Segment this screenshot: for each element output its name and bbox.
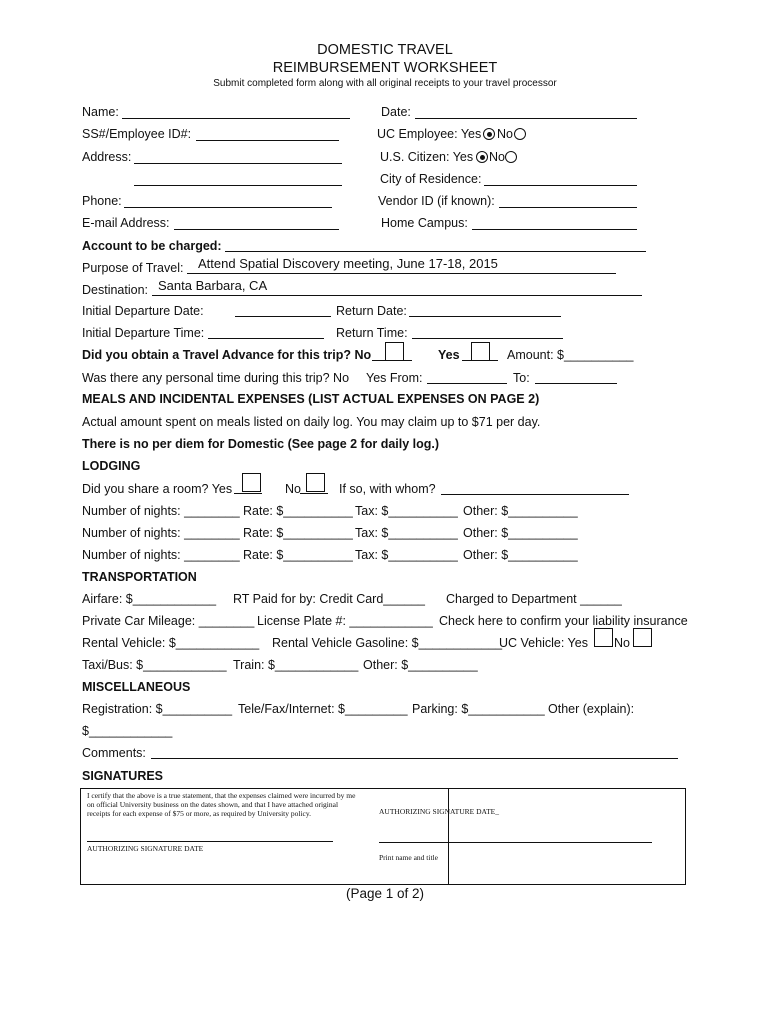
- uc-vehicle-label: UC Vehicle: Yes: [499, 636, 588, 650]
- employee-id-field[interactable]: [196, 140, 339, 141]
- airfare-field[interactable]: Airfare: $____________: [82, 592, 217, 606]
- account-field[interactable]: [225, 251, 646, 252]
- destination-label: Destination:: [82, 283, 149, 297]
- car-mileage-field[interactable]: Private Car Mileage: ________: [82, 614, 255, 628]
- advance-amount[interactable]: Amount: $__________: [507, 348, 634, 362]
- address-field-2[interactable]: [134, 185, 342, 186]
- lodging-other-3[interactable]: Other: $__________: [463, 548, 578, 562]
- name-field[interactable]: [122, 118, 350, 119]
- signatures-heading: SIGNATURES: [82, 769, 164, 783]
- yes-from-label: Yes From:: [366, 371, 423, 385]
- left-signature-line[interactable]: [87, 841, 333, 842]
- page-number: (Page 1 of 2): [345, 886, 425, 901]
- purpose-label: Purpose of Travel:: [82, 261, 184, 275]
- employee-id-label: SS#/Employee ID#:: [82, 127, 192, 141]
- date-field[interactable]: [415, 118, 637, 119]
- home-campus-field[interactable]: [472, 229, 637, 230]
- advance-no-underline: [372, 360, 412, 361]
- print-name-title-label: Print name and title: [379, 853, 438, 862]
- lodging-tax-2[interactable]: Tax: $__________: [355, 526, 458, 540]
- account-label: Account to be charged:: [82, 239, 222, 253]
- purpose-field[interactable]: [187, 273, 616, 274]
- advance-yes-label: Yes: [438, 348, 460, 362]
- signature-box: [80, 788, 686, 885]
- form-title-line-1: DOMESTIC TRAVEL: [317, 42, 453, 58]
- return-date-field[interactable]: [409, 316, 561, 317]
- uc-employee-yes-radio[interactable]: [483, 128, 495, 140]
- lodging-tax-1[interactable]: Tax: $__________: [355, 504, 458, 518]
- lodging-nights-3[interactable]: Number of nights: ________: [82, 548, 240, 562]
- name-label: Name:: [82, 105, 119, 119]
- departure-date-label: Initial Departure Date:: [82, 304, 204, 318]
- vendor-id-label: Vendor ID (if known):: [378, 194, 495, 208]
- address-field-1[interactable]: [134, 163, 342, 164]
- uc-employee-no-radio[interactable]: [514, 128, 526, 140]
- right-signature-line[interactable]: [379, 842, 652, 843]
- share-no-underline: [300, 493, 328, 494]
- liability-confirm-label[interactable]: Check here to confirm your liability insurance: [439, 614, 688, 628]
- personal-time-question: Was there any personal time during this trip? No: [82, 371, 350, 385]
- us-citizen-no-radio[interactable]: [505, 151, 517, 163]
- phone-field[interactable]: [124, 207, 332, 208]
- miscellaneous-heading: MISCELLANEOUS: [82, 680, 191, 694]
- lodging-nights-1[interactable]: Number of nights: ________: [82, 504, 240, 518]
- home-campus-label: Home Campus:: [381, 216, 468, 230]
- address-label: Address:: [82, 150, 132, 164]
- return-time-label: Return Time:: [336, 326, 408, 340]
- departure-date-field[interactable]: [235, 316, 331, 317]
- paid-by-credit-card[interactable]: RT Paid for by: Credit Card______: [233, 592, 426, 606]
- email-field[interactable]: [174, 229, 339, 230]
- city-residence-field[interactable]: [484, 185, 637, 186]
- us-citizen-no-label: No: [489, 150, 505, 164]
- signature-divider: [448, 789, 449, 884]
- destination-field[interactable]: [152, 295, 642, 296]
- share-room-no-label: No: [285, 482, 301, 496]
- other-explain-label: Other (explain):: [548, 702, 635, 716]
- certification-statement: I certify that the above is a true statement, that the expenses claimed were incurred by me on official University business on the dates shown, and that I have attached original receipts for each expense of $75 or more, as required by University policy.: [87, 791, 356, 818]
- comments-label: Comments:: [82, 746, 146, 760]
- share-room-yes-checkbox[interactable]: [242, 473, 261, 492]
- purpose-value: Attend Spatial Discovery meeting, June 17-18, 2015: [198, 256, 498, 271]
- left-authorizing-signature-label: AUTHORIZING SIGNATURE DATE: [87, 844, 204, 853]
- with-whom-field[interactable]: [441, 494, 629, 495]
- uc-vehicle-no-label: No: [614, 636, 630, 650]
- yes-from-field[interactable]: [427, 383, 507, 384]
- to-label: To:: [513, 371, 530, 385]
- email-label: E-mail Address:: [82, 216, 170, 230]
- return-time-field[interactable]: [412, 338, 563, 339]
- lodging-other-2[interactable]: Other: $__________: [463, 526, 578, 540]
- city-residence-label: City of Residence:: [380, 172, 482, 186]
- phone-label: Phone:: [82, 194, 122, 208]
- uc-vehicle-no-checkbox[interactable]: [633, 628, 652, 647]
- comments-field[interactable]: [151, 758, 678, 759]
- registration-field[interactable]: Registration: $__________: [82, 702, 233, 716]
- with-whom-label: If so, with whom?: [339, 482, 436, 496]
- advance-yes-checkbox[interactable]: [471, 342, 490, 361]
- rental-gasoline-field[interactable]: Rental Vehicle Gasoline: $____________: [272, 636, 503, 650]
- form-title-line-2: REIMBURSEMENT WORKSHEET: [272, 60, 498, 76]
- uc-employee-no-label: No: [497, 127, 513, 141]
- train-field[interactable]: Train: $____________: [233, 658, 359, 672]
- share-yes-underline: [234, 493, 262, 494]
- share-room-label: Did you share a room? Yes: [82, 482, 233, 496]
- return-date-label: Return Date:: [336, 304, 407, 318]
- lodging-tax-3[interactable]: Tax: $__________: [355, 548, 458, 562]
- rental-vehicle-field[interactable]: Rental Vehicle: $____________: [82, 636, 260, 650]
- charged-to-department[interactable]: Charged to Department ______: [446, 592, 622, 606]
- advance-no-checkbox[interactable]: [385, 342, 404, 361]
- departure-time-field[interactable]: [208, 338, 324, 339]
- parking-field[interactable]: Parking: $___________: [412, 702, 545, 716]
- to-field[interactable]: [535, 383, 617, 384]
- license-plate-field[interactable]: License Plate #: ____________: [257, 614, 433, 628]
- lodging-rate-1[interactable]: Rate: $__________: [243, 504, 353, 518]
- share-room-no-checkbox[interactable]: [306, 473, 325, 492]
- transportation-heading: TRANSPORTATION: [82, 570, 197, 584]
- meals-heading: MEALS AND INCIDENTAL EXPENSES (LIST ACTUAL EXPENSES ON PAGE 2): [82, 392, 540, 406]
- lodging-other-1[interactable]: Other: $__________: [463, 504, 578, 518]
- taxi-bus-field[interactable]: Taxi/Bus: $____________: [82, 658, 227, 672]
- lodging-heading: LODGING: [82, 459, 141, 473]
- lodging-nights-2[interactable]: Number of nights: ________: [82, 526, 240, 540]
- transport-other-field[interactable]: Other: $__________: [363, 658, 478, 672]
- travel-advance-question: Did you obtain a Travel Advance for this trip? No: [82, 348, 372, 362]
- tele-fax-internet-field[interactable]: Tele/Fax/Internet: $_________: [238, 702, 408, 716]
- departure-time-label: Initial Departure Time:: [82, 326, 205, 340]
- date-label: Date:: [381, 105, 411, 119]
- misc-other-amount-field[interactable]: $____________: [82, 724, 173, 738]
- uc-employee-label: UC Employee: Yes: [377, 127, 482, 141]
- advance-yes-underline: [462, 360, 498, 361]
- uc-vehicle-yes-checkbox[interactable]: [594, 628, 613, 647]
- lodging-rate-3[interactable]: Rate: $__________: [243, 548, 353, 562]
- right-authorizing-signature-label: AUTHORIZING SIGNATURE DATE_: [379, 807, 499, 816]
- vendor-id-field[interactable]: [499, 207, 637, 208]
- meals-note-1: Actual amount spent on meals listed on daily log. You may claim up to $71 per day.: [82, 415, 541, 429]
- form-subtitle: Submit completed form along with all original receipts to your travel processor: [213, 78, 557, 89]
- destination-value: Santa Barbara, CA: [158, 278, 268, 293]
- lodging-rate-2[interactable]: Rate: $__________: [243, 526, 353, 540]
- us-citizen-yes-radio[interactable]: [476, 151, 488, 163]
- us-citizen-label: U.S. Citizen: Yes: [380, 150, 474, 164]
- meals-note-2: There is no per diem for Domestic (See page 2 for daily log.): [82, 437, 440, 451]
